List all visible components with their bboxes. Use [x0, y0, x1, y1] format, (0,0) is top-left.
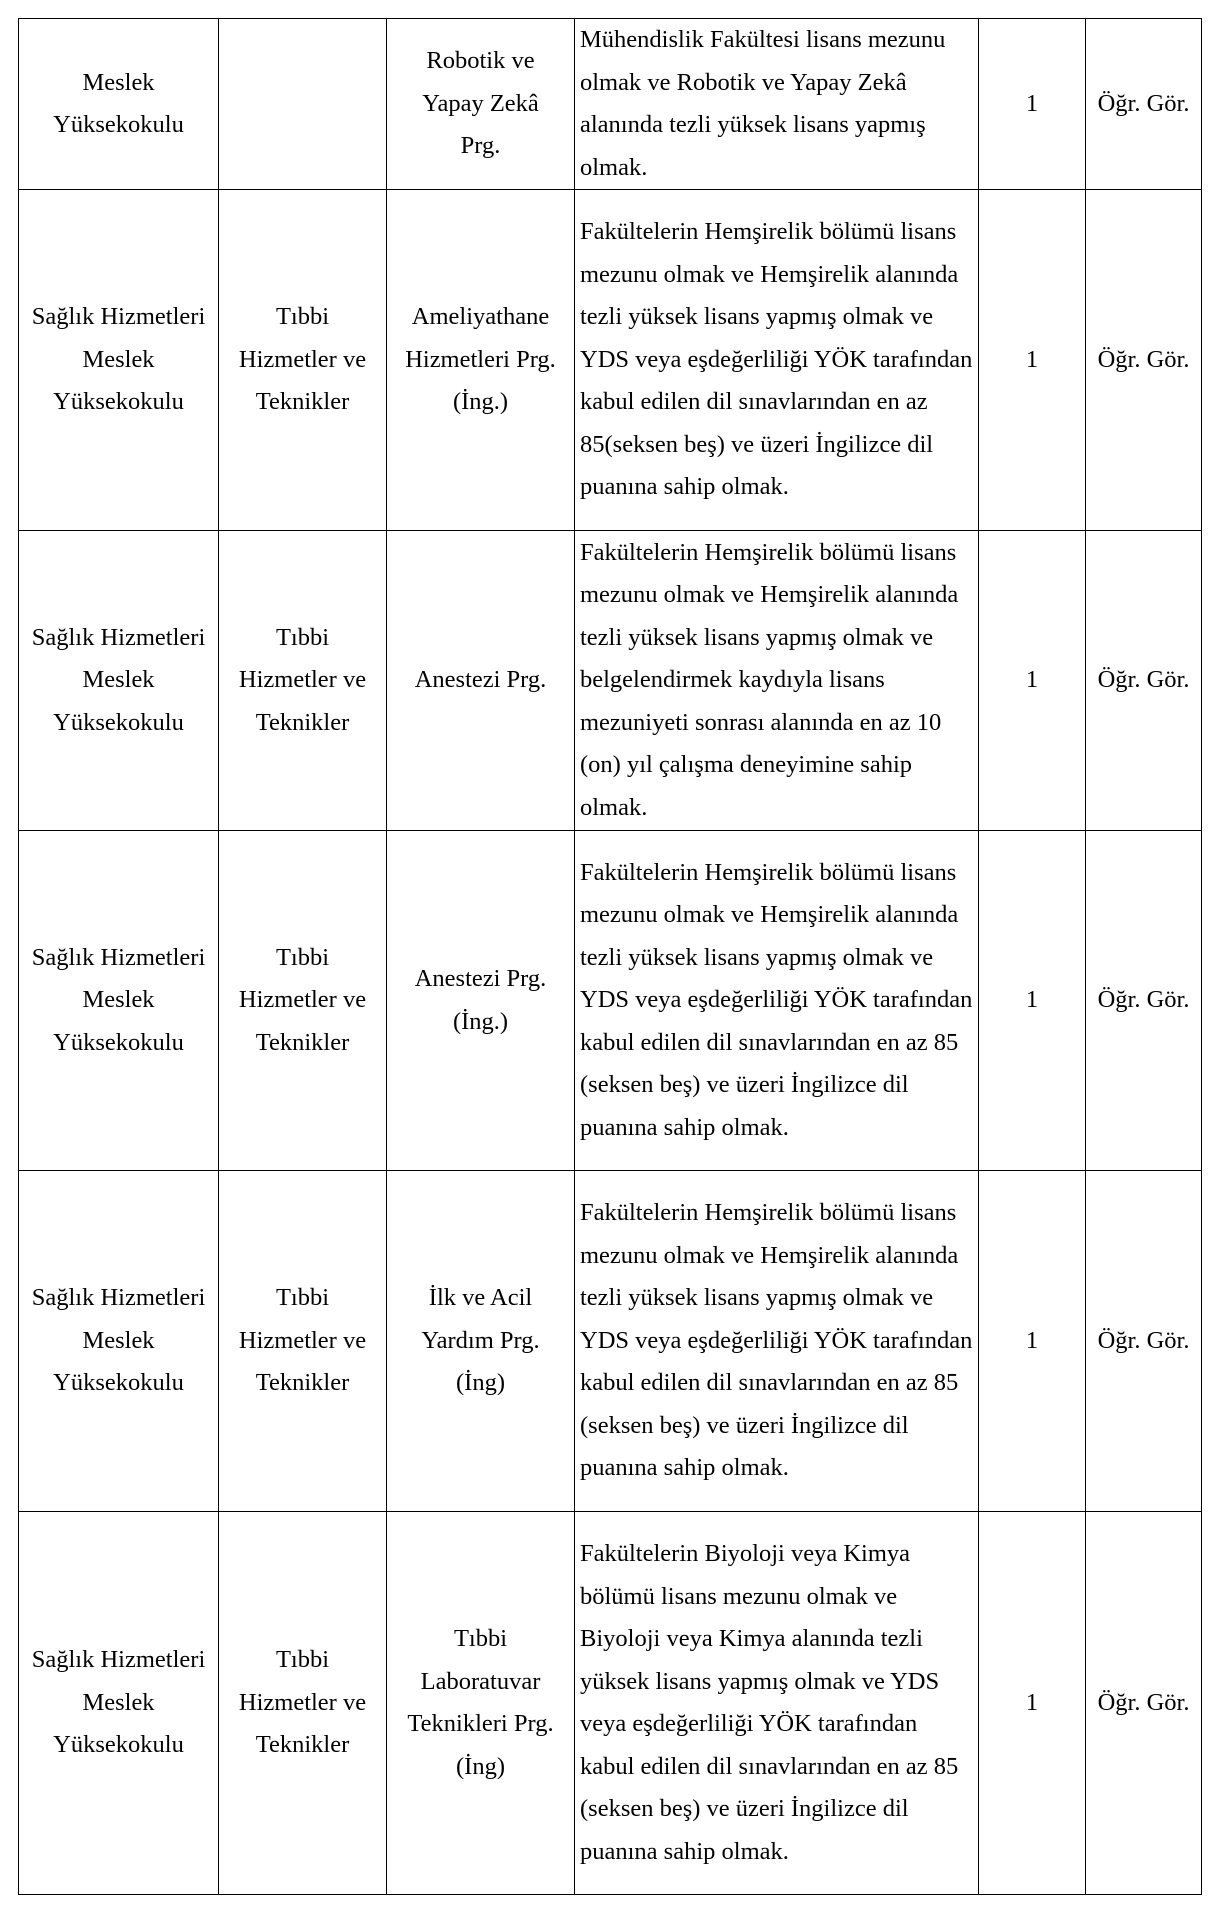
count-cell: 1 — [979, 831, 1086, 1171]
department-cell — [219, 19, 387, 190]
requirement-cell: Fakültelerin Hemşirelik bölümü lisans mezunu olmak ve Hemşirelik alanında tezli yüksek lisans yapmış olmak ve YDS veya eşdeğerliliği YÖK tarafından kabul edilen dil sınavlarından en az 85 (seksen beş) ve üzeri İngilizce dil puanına sahip olmak. — [575, 1171, 979, 1512]
program-cell: Ameliyathane Hizmetleri Prg. (İng.) — [387, 190, 575, 531]
table-row — [19, 190, 1202, 531]
count-cell: 1 — [979, 190, 1086, 531]
count-cell: 1 — [979, 531, 1086, 831]
unit-cell: Sağlık Hizmetleri Meslek Yüksekokulu — [19, 1171, 219, 1512]
unit-cell: Sağlık Hizmetleri Meslek Yüksekokulu — [19, 831, 219, 1171]
program-cell: Anestezi Prg. (İng.) — [387, 831, 575, 1171]
title-cell: Öğr. Gör. — [1086, 831, 1202, 1171]
program-cell: İlk ve Acil Yardım Prg. (İng) — [387, 1171, 575, 1512]
requirement-cell: Fakültelerin Hemşirelik bölümü lisans mezunu olmak ve Hemşirelik alanında tezli yüksek lisans yapmış olmak ve YDS veya eşdeğerliliği YÖK tarafından kabul edilen dil sınavlarından en az 85 (seksen beş) ve üzeri İngilizce dil puanına sahip olmak. — [575, 831, 979, 1171]
table-row — [19, 19, 1202, 190]
program-cell: Tıbbi Laboratuvar Teknikleri Prg. (İng) — [387, 1512, 575, 1895]
requirement-cell: Fakültelerin Hemşirelik bölümü lisans mezunu olmak ve Hemşirelik alanında tezli yüksek lisans yapmış olmak ve YDS veya eşdeğerliliği YÖK tarafından kabul edilen dil sınavlarından en az 85(seksen beş) ve üzeri İngilizce dil puanına sahip olmak. — [575, 190, 979, 531]
unit-cell: Meslek Yüksekokulu — [19, 19, 219, 190]
title-cell: Öğr. Gör. — [1086, 1171, 1202, 1512]
department-cell: Tıbbi Hizmetler ve Teknikler — [219, 1171, 387, 1512]
requirement-cell: Mühendislik Fakültesi lisans mezunu olmak ve Robotik ve Yapay Zekâ alanında tezli yüksek lisans yapmış olmak. — [575, 19, 979, 190]
unit-cell: Sağlık Hizmetleri Meslek Yüksekokulu — [19, 1512, 219, 1895]
table-row — [19, 831, 1202, 1171]
table-row — [19, 1171, 1202, 1512]
department-cell: Tıbbi Hizmetler ve Teknikler — [219, 1512, 387, 1895]
count-cell: 1 — [979, 19, 1086, 190]
title-cell: Öğr. Gör. — [1086, 531, 1202, 831]
table-row — [19, 1512, 1202, 1895]
requirement-cell: Fakültelerin Hemşirelik bölümü lisans mezunu olmak ve Hemşirelik alanında tezli yüksek lisans yapmış olmak ve belgelendirmek kaydıyla lisans mezuniyeti sonrası alanında en az 10 (on) yıl çalışma deneyimine sahip olmak. — [575, 531, 979, 831]
count-cell: 1 — [979, 1171, 1086, 1512]
title-cell: Öğr. Gör. — [1086, 19, 1202, 190]
title-cell: Öğr. Gör. — [1086, 190, 1202, 531]
table-row — [19, 531, 1202, 831]
department-cell: Tıbbi Hizmetler ve Teknikler — [219, 531, 387, 831]
title-cell: Öğr. Gör. — [1086, 1512, 1202, 1895]
program-cell: Anestezi Prg. — [387, 531, 575, 831]
staff-position-table — [18, 18, 1202, 1895]
unit-cell: Sağlık Hizmetleri Meslek Yüksekokulu — [19, 190, 219, 531]
program-cell: Robotik ve Yapay Zekâ Prg. — [387, 19, 575, 190]
requirement-cell: Fakültelerin Biyoloji veya Kimya bölümü lisans mezunu olmak ve Biyoloji veya Kimya alanında tezli yüksek lisans yapmış olmak ve YDS veya eşdeğerliliği YÖK tarafından kabul edilen dil sınavlarından en az 85 (seksen beş) ve üzeri İngilizce dil puanına sahip olmak. — [575, 1512, 979, 1895]
count-cell: 1 — [979, 1512, 1086, 1895]
unit-cell: Sağlık Hizmetleri Meslek Yüksekokulu — [19, 531, 219, 831]
table-body — [19, 19, 1202, 1895]
department-cell: Tıbbi Hizmetler ve Teknikler — [219, 831, 387, 1171]
department-cell: Tıbbi Hizmetler ve Teknikler — [219, 190, 387, 531]
